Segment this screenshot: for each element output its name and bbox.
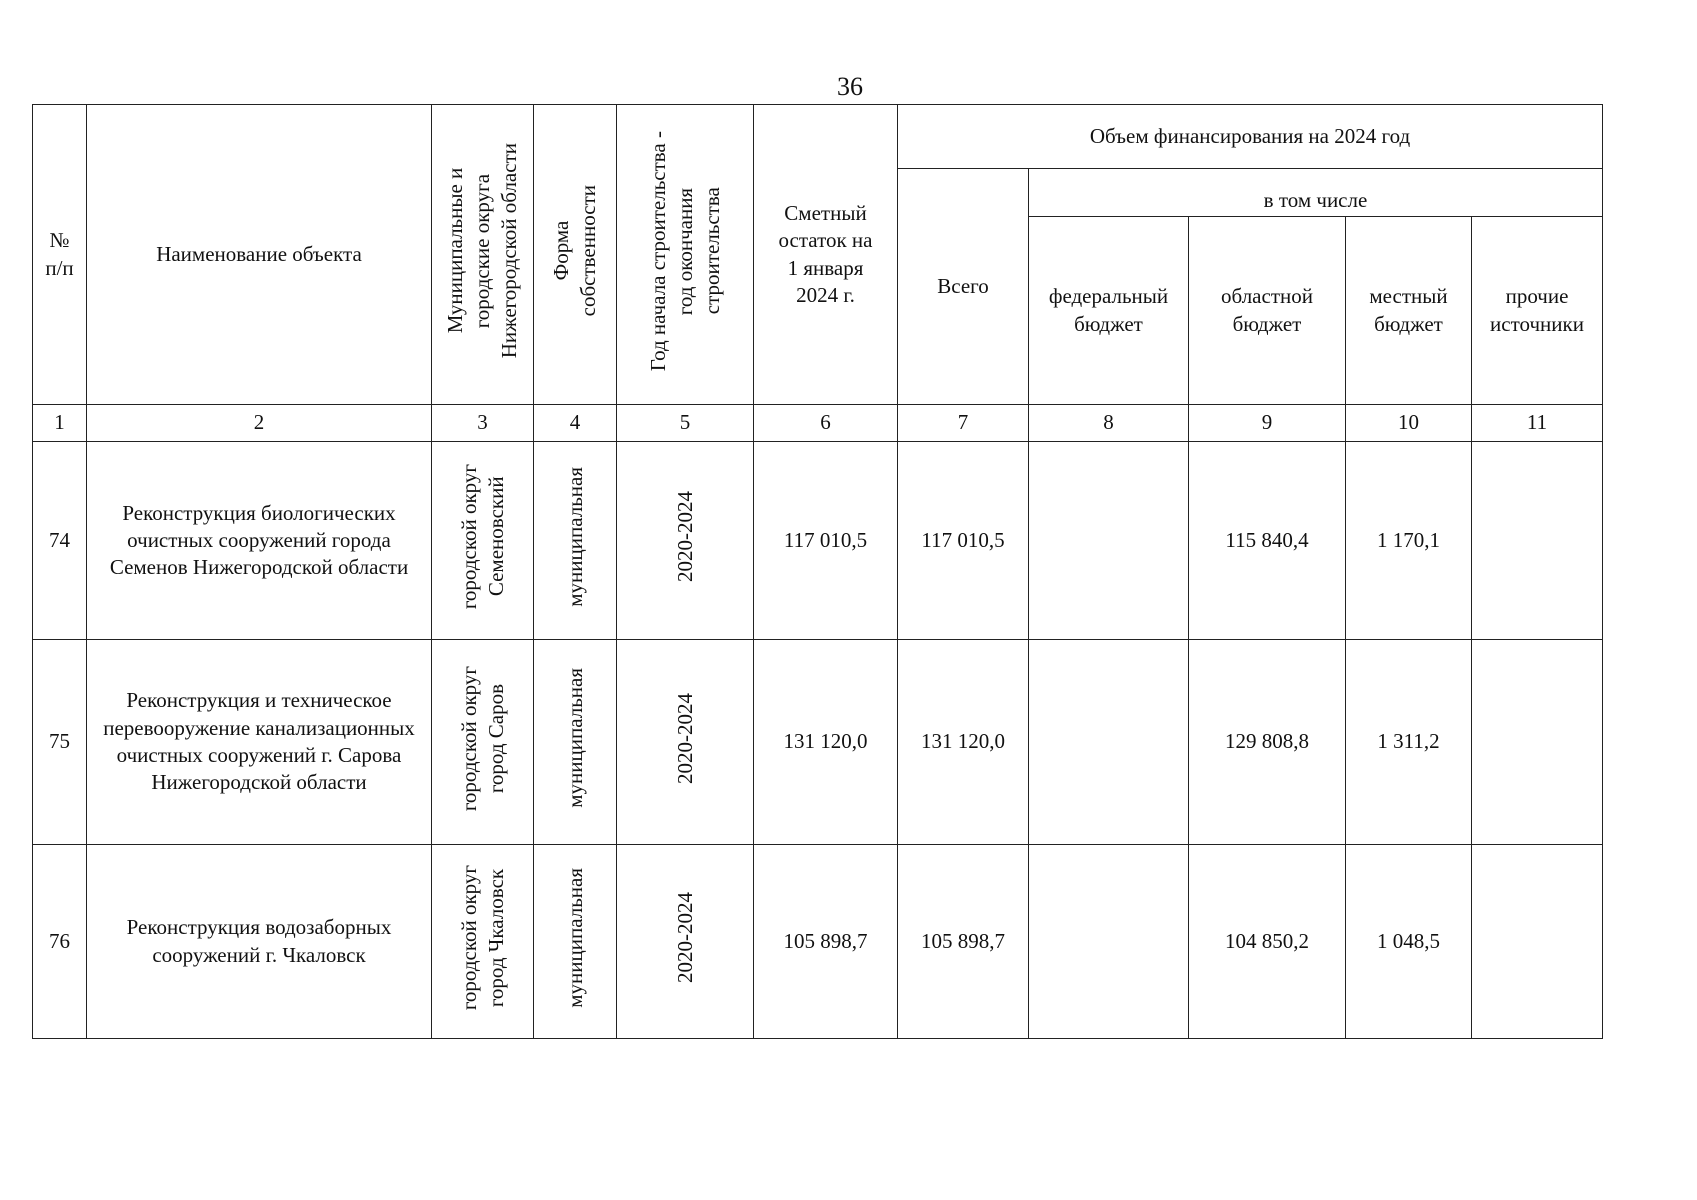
other-cell	[1472, 442, 1603, 640]
balance-cell: 105 898,7	[754, 845, 898, 1039]
row-number: 76	[33, 845, 87, 1039]
header-funding: Объем финансирования на 2024 год	[898, 105, 1603, 169]
column-number: 10	[1346, 405, 1472, 442]
header-regional: областной бюджет	[1189, 217, 1346, 405]
local-cell: 1 048,5	[1346, 845, 1472, 1039]
other-cell	[1472, 845, 1603, 1039]
regional-cell: 129 808,8	[1189, 640, 1346, 845]
header-other: прочие источники	[1472, 217, 1603, 405]
header-name: Наименование объекта	[87, 105, 432, 405]
column-number: 8	[1029, 405, 1189, 442]
header-federal: федеральный бюджет	[1029, 217, 1189, 405]
ownership-cell: муниципальная	[534, 640, 617, 845]
balance-cell: 117 010,5	[754, 442, 898, 640]
header-total: Всего	[898, 169, 1029, 405]
column-number: 1	[33, 405, 87, 442]
regional-cell: 115 840,4	[1189, 442, 1346, 640]
header-years: Год начала строительства - год окончания строительства	[617, 105, 754, 405]
balance-cell: 131 120,0	[754, 640, 898, 845]
ownership-cell: муниципальная	[534, 845, 617, 1039]
ownership-cell: муниципальная	[534, 442, 617, 640]
header-including: в том числе	[1029, 169, 1603, 217]
federal-cell	[1029, 640, 1189, 845]
years-cell: 2020-2024	[617, 442, 754, 640]
column-number: 6	[754, 405, 898, 442]
table-row	[33, 640, 1603, 845]
years-cell: 2020-2024	[617, 845, 754, 1039]
column-number: 9	[1189, 405, 1346, 442]
financing-table	[32, 104, 1603, 1039]
district-cell: городской округ город Чкаловск	[432, 845, 534, 1039]
header-ownership: Форма собственности	[534, 105, 617, 405]
district-cell: городской округ Семеновский	[432, 442, 534, 640]
page-number: 36	[837, 72, 863, 101]
district-cell: городской округ город Саров	[432, 640, 534, 845]
federal-cell	[1029, 845, 1189, 1039]
total-cell: 105 898,7	[898, 845, 1029, 1039]
table-row	[33, 845, 1603, 1039]
other-cell	[1472, 640, 1603, 845]
header-balance: Сметный остаток на 1 января 2024 г.	[754, 105, 898, 405]
column-number: 2	[87, 405, 432, 442]
column-number: 3	[432, 405, 534, 442]
header-municipal: Муниципальные и городские округа Нижегородской области	[432, 105, 534, 405]
header-local: местный бюджет	[1346, 217, 1472, 405]
column-number: 5	[617, 405, 754, 442]
header-num: № п/п	[33, 105, 87, 405]
table-row	[33, 442, 1603, 640]
object-name: Реконструкция и техническое перевооружение канализационных очистных сооружений г. Сарова Нижегородской области	[87, 640, 432, 845]
object-name: Реконструкция биологических очистных сооружений города Семенов Нижегородской области	[87, 442, 432, 640]
total-cell: 117 010,5	[898, 442, 1029, 640]
total-cell: 131 120,0	[898, 640, 1029, 845]
column-numbers-row	[33, 405, 1603, 442]
local-cell: 1 170,1	[1346, 442, 1472, 640]
regional-cell: 104 850,2	[1189, 845, 1346, 1039]
row-number: 74	[33, 442, 87, 640]
federal-cell	[1029, 442, 1189, 640]
column-number: 4	[534, 405, 617, 442]
row-number: 75	[33, 640, 87, 845]
years-cell: 2020-2024	[617, 640, 754, 845]
column-number: 7	[898, 405, 1029, 442]
object-name: Реконструкция водозаборных сооружений г. Чкаловск	[87, 845, 432, 1039]
column-number: 11	[1472, 405, 1603, 442]
local-cell: 1 311,2	[1346, 640, 1472, 845]
